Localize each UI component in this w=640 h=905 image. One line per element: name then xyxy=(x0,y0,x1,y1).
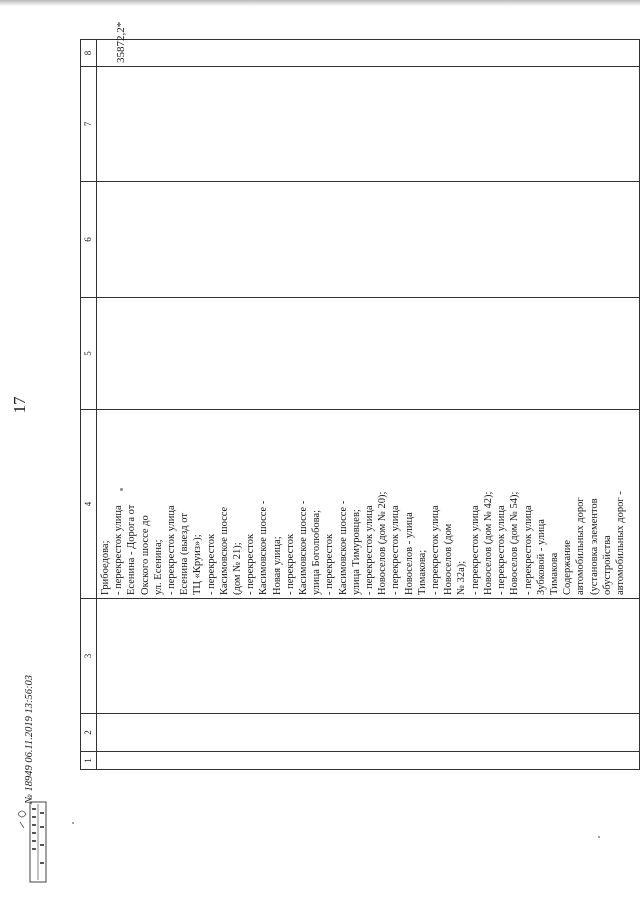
header-cell-8: 8 xyxy=(81,40,97,67)
cell-col-6 xyxy=(97,182,640,298)
amount-value: 35872,2* xyxy=(115,21,127,63)
text-line: - перекресток улица xyxy=(522,505,534,595)
text-line: обустройства xyxy=(601,535,613,595)
text-line: ул. Есенина; xyxy=(152,539,164,595)
header-cell-7: 7 xyxy=(81,67,97,182)
text-line: Зубковой - улица xyxy=(535,519,547,595)
page-number: 17 xyxy=(10,396,29,414)
data-table xyxy=(80,21,640,770)
text-line: - перекресток улица xyxy=(364,505,376,595)
intersections-list xyxy=(97,410,629,598)
registry-seal-icon xyxy=(14,796,50,886)
text-line: - перекресток xyxy=(284,533,296,595)
text-line: автомобильных дорог - xyxy=(614,491,626,595)
header-cell-1: 1 xyxy=(81,752,97,770)
header-cell-5: 5 xyxy=(81,298,97,410)
text-line: Новоселов (дом № 20); xyxy=(377,491,389,595)
cell-col-8 xyxy=(97,21,640,67)
text-line: Новая улица; xyxy=(271,536,283,595)
header-cell-4: 4 xyxy=(81,410,97,599)
text-line: Окского шоссе до xyxy=(139,515,151,595)
text-line: Есенина (выезд от xyxy=(179,513,191,595)
text-line: Касимовское шоссе - xyxy=(298,500,310,595)
text-line: (установка элементов xyxy=(588,498,600,595)
text-line: - перекресток xyxy=(205,533,217,595)
cell-col-7 xyxy=(97,67,640,182)
text-line: улица Тимуровцев; xyxy=(350,509,362,595)
text-line: Новоселов (дом № 42); xyxy=(482,491,494,595)
text-line: № 32а); xyxy=(456,560,468,595)
table-header-row xyxy=(81,40,97,770)
text-line: Новоселов (дом xyxy=(443,523,455,595)
registration-stamp xyxy=(20,614,40,804)
cell-col-2 xyxy=(97,714,640,752)
text-line: Содержание xyxy=(562,539,574,595)
text-line: ТЦ «Круиз»); xyxy=(192,534,204,595)
text-line: - перекресток xyxy=(324,533,336,595)
text-line: - перекресток улица xyxy=(496,505,508,595)
header-cell-3: 3 xyxy=(81,599,97,714)
text-line: Есенина - Дорога от xyxy=(126,504,138,595)
text-line: - перекресток улица xyxy=(430,505,442,595)
text-line: Грибоедова; xyxy=(100,540,111,595)
text-line: Касимовское шоссе - xyxy=(258,500,270,595)
text-line: - перекресток улица xyxy=(469,505,481,595)
text-line: Новоселов - улица xyxy=(403,512,415,595)
text-line: (дом № 21); xyxy=(232,542,244,595)
registration-text: № 18949 06.11.2019 13:56:03 xyxy=(24,675,35,804)
text-line: Тимакова; xyxy=(416,549,428,595)
cell-col-3 xyxy=(97,599,640,714)
table-row xyxy=(97,40,640,770)
text-line: Касимовское шоссе - xyxy=(337,500,349,595)
scan-top-edge xyxy=(0,0,640,6)
scan-speck xyxy=(72,822,74,824)
cell-col-1 xyxy=(97,752,640,770)
text-line: - перекресток улица xyxy=(113,505,125,595)
header-cell-6: 6 xyxy=(81,182,97,298)
text-line: Тимакова xyxy=(548,552,560,595)
text-line: улица Боголюбова; xyxy=(311,509,323,595)
text-line: - перекресток улица xyxy=(166,505,178,595)
cell-col-5 xyxy=(97,298,640,410)
text-line: - перекресток улица xyxy=(390,505,402,595)
text-line: автомобильных дорог xyxy=(575,497,587,595)
text-line: Касимовское шоссе xyxy=(218,506,230,595)
text-line: - перекресток xyxy=(245,533,257,595)
text-line: Новоселов (дом № 54); xyxy=(509,491,521,595)
cell-col-4 xyxy=(97,410,640,599)
scan-speck xyxy=(598,836,600,838)
header-cell-2: 2 xyxy=(81,714,97,752)
